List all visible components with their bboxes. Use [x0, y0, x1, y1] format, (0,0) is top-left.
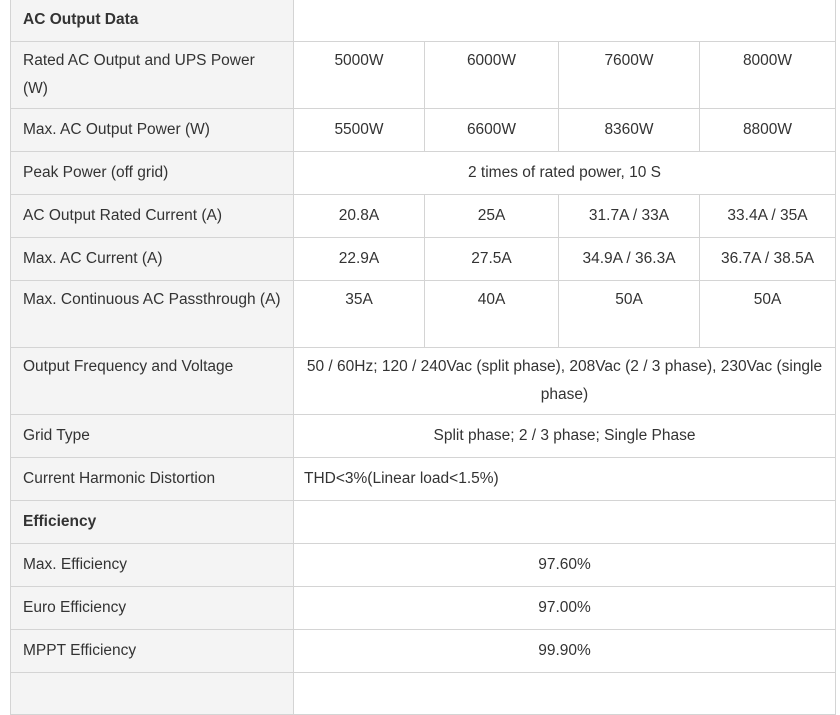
table-row-mppt-efficiency	[11, 630, 836, 673]
cell-6000w-model: 27.5A	[425, 238, 559, 281]
table-row-max-output-power	[11, 109, 836, 152]
cell-5000w-model: 35A	[294, 281, 425, 348]
table-row-rated-output	[11, 42, 836, 109]
table-row-grid-type	[11, 415, 836, 458]
row-label: Grid Type	[11, 415, 294, 458]
row-label: Max. AC Output Power (W)	[11, 109, 294, 152]
cell-empty	[294, 673, 836, 715]
section-empty-cell	[294, 0, 836, 42]
cell-merged-value: Split phase; 2 / 3 phase; Single Phase	[294, 415, 836, 458]
cell-5000w-model: 20.8A	[294, 195, 425, 238]
row-label: Max. Efficiency	[11, 544, 294, 587]
cell-8000w-model: 8000W	[700, 42, 836, 109]
cell-5000w-model: 5500W	[294, 109, 425, 152]
row-label: Euro Efficiency	[11, 587, 294, 630]
row-label: Current Harmonic Distortion	[11, 458, 294, 501]
cell-merged-value: 50 / 60Hz; 120 / 240Vac (split phase), 208Vac (2 / 3 phase), 230Vac (single phase)	[294, 348, 836, 415]
section-title-ac-output: AC Output Data	[11, 0, 294, 42]
cell-8000w-model: 50A	[700, 281, 836, 348]
cell-7600w-model: 31.7A / 33A	[559, 195, 700, 238]
cell-merged-value: 97.60%	[294, 544, 836, 587]
row-label: Rated AC Output and UPS Power (W)	[11, 42, 294, 109]
cell-merged-value: 2 times of rated power, 10 S	[294, 152, 836, 195]
cell-5000w-model: 5000W	[294, 42, 425, 109]
table-row-rated-current	[11, 195, 836, 238]
table-row-euro-efficiency	[11, 587, 836, 630]
cell-5000w-model: 22.9A	[294, 238, 425, 281]
table-row-passthrough	[11, 281, 836, 348]
cell-merged-value: 99.90%	[294, 630, 836, 673]
cell-6000w-model: 6000W	[425, 42, 559, 109]
cell-6000w-model: 6600W	[425, 109, 559, 152]
row-label: Peak Power (off grid)	[11, 152, 294, 195]
table-row-max-efficiency	[11, 544, 836, 587]
table-row-max-current	[11, 238, 836, 281]
table-row-harmonic-distortion	[11, 458, 836, 501]
cell-8000w-model: 8800W	[700, 109, 836, 152]
table-row-peak-power	[11, 152, 836, 195]
cell-7600w-model: 7600W	[559, 42, 700, 109]
row-label: MPPT Efficiency	[11, 630, 294, 673]
cell-6000w-model: 25A	[425, 195, 559, 238]
cell-8000w-model: 36.7A / 38.5A	[700, 238, 836, 281]
section-header-efficiency	[11, 501, 836, 544]
cell-7600w-model: 34.9A / 36.3A	[559, 238, 700, 281]
table-row-cutoff	[11, 673, 836, 715]
row-label: Max. Continuous AC Passthrough (A)	[11, 281, 294, 348]
table-row-frequency-voltage	[11, 348, 836, 415]
row-label: Max. AC Current (A)	[11, 238, 294, 281]
section-empty-cell	[294, 501, 836, 544]
section-title-efficiency: Efficiency	[11, 501, 294, 544]
cell-6000w-model: 40A	[425, 281, 559, 348]
cell-merged-value: THD<3%(Linear load<1.5%)	[294, 458, 836, 501]
section-header-ac-output	[11, 0, 836, 42]
cell-8000w-model: 33.4A / 35A	[700, 195, 836, 238]
spec-table	[10, 0, 836, 715]
row-label-empty	[11, 673, 294, 715]
cell-7600w-model: 50A	[559, 281, 700, 348]
cell-merged-value: 97.00%	[294, 587, 836, 630]
row-label: Output Frequency and Voltage	[11, 348, 294, 415]
cell-7600w-model: 8360W	[559, 109, 700, 152]
row-label: AC Output Rated Current (A)	[11, 195, 294, 238]
